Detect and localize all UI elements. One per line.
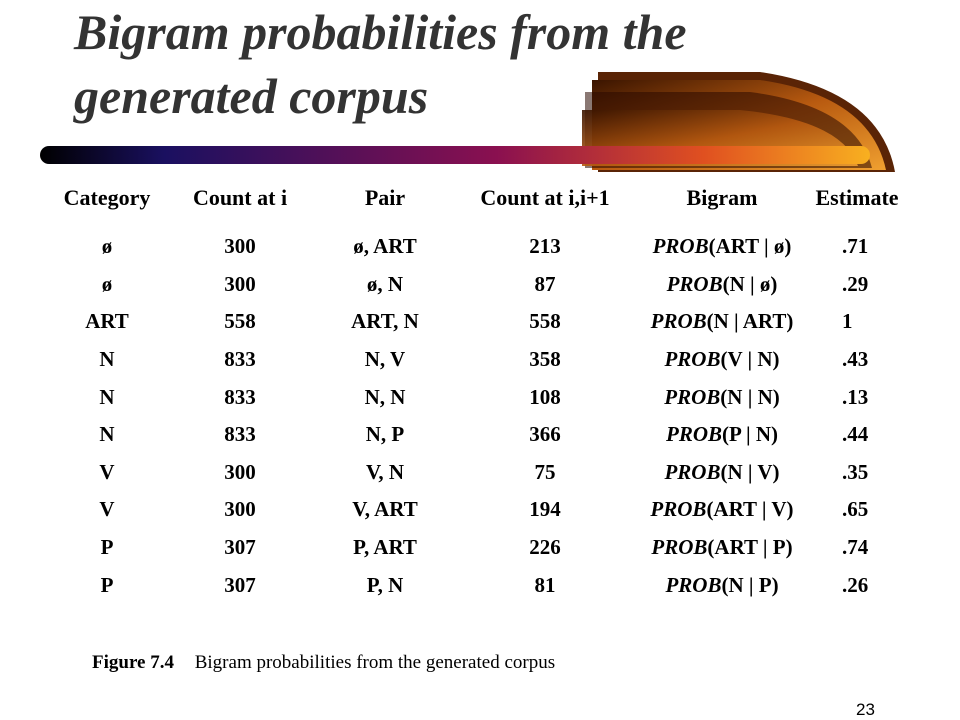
prob-function-name: PROB	[651, 535, 708, 560]
table-row	[48, 454, 904, 492]
cell-estimate: .35	[842, 459, 869, 484]
cell-pair: V, ART	[352, 497, 418, 522]
table-row	[48, 378, 904, 416]
figure-caption-text: Bigram probabilities from the generated corpus	[194, 652, 556, 673]
bigram-arguments: (N | ART)	[706, 309, 794, 334]
slide-title: Bigram probabilities from the generated corpus	[74, 4, 687, 124]
cell-category: N	[99, 384, 115, 409]
cell-category: ø	[101, 234, 113, 259]
cell-count-at-pair: 75	[534, 459, 556, 484]
prob-function-name: PROB	[666, 271, 723, 296]
table-row	[48, 266, 904, 304]
cell-bigram	[634, 566, 810, 604]
bigram-arguments: (N | P)	[721, 572, 779, 597]
bigram-arguments: (P | N)	[722, 422, 778, 447]
cell-bigram	[634, 529, 810, 567]
cell-count-at-i: 833	[224, 422, 256, 447]
cell-pair: V, N	[365, 459, 405, 484]
slide-number: 23	[856, 700, 875, 719]
table-header-row	[48, 180, 904, 228]
cell-category: V	[99, 497, 115, 522]
cell-bigram	[634, 228, 810, 266]
cell-count-at-i: 833	[224, 347, 256, 372]
cell-estimate: .26	[842, 572, 869, 597]
cell-bigram	[634, 303, 810, 341]
cell-estimate: .13	[842, 384, 869, 409]
cell-estimate: .74	[842, 535, 869, 560]
cell-pair: P, ART	[353, 535, 417, 560]
cell-pair: ø, N	[366, 271, 404, 296]
header-bigram: Bigram	[686, 185, 758, 210]
prob-function-name: PROB	[650, 309, 707, 334]
cell-count-at-i: 558	[224, 309, 256, 334]
prob-function-name: PROB	[666, 422, 723, 447]
prob-function-name: PROB	[665, 572, 722, 597]
cell-count-at-pair: 558	[529, 309, 561, 334]
cell-category: P	[100, 572, 114, 597]
cell-count-at-i: 833	[224, 384, 256, 409]
cell-category: N	[99, 347, 115, 372]
cell-estimate: .65	[842, 497, 869, 522]
bigram-arguments: (ART | V)	[706, 497, 794, 522]
prob-function-name: PROB	[650, 497, 707, 522]
cell-count-at-i: 300	[224, 271, 256, 296]
cell-count-at-pair: 108	[529, 384, 561, 409]
cell-bigram	[634, 454, 810, 492]
cell-count-at-i: 307	[224, 572, 256, 597]
prob-function-name: PROB	[652, 234, 709, 259]
cell-category: V	[99, 459, 115, 484]
cell-count-at-i: 300	[224, 459, 256, 484]
table-row	[48, 416, 904, 454]
cell-pair: N, P	[365, 422, 405, 447]
cell-pair: P, N	[366, 572, 404, 597]
cell-estimate: .29	[842, 271, 869, 296]
cell-estimate: .44	[842, 422, 869, 447]
header-estimate: Estimate	[815, 185, 899, 210]
figure-caption	[92, 652, 555, 674]
header-count-at-pair: Count at i,i+1	[480, 185, 610, 210]
figure-label: Figure 7.4	[92, 652, 174, 673]
cell-pair: N, N	[364, 384, 406, 409]
header-category: Category	[63, 185, 151, 210]
bigram-arguments: (N | V)	[720, 459, 780, 484]
cell-category: P	[100, 535, 114, 560]
cell-bigram	[634, 266, 810, 304]
table-row	[48, 491, 904, 529]
cell-count-at-i: 300	[224, 497, 256, 522]
cell-bigram	[634, 378, 810, 416]
table-row	[48, 529, 904, 567]
cell-category: N	[99, 422, 115, 447]
cell-count-at-pair: 366	[529, 422, 561, 447]
cell-estimate: 1	[842, 309, 853, 334]
cell-count-at-pair: 81	[534, 572, 556, 597]
cell-bigram	[634, 341, 810, 379]
cell-count-at-pair: 87	[534, 271, 556, 296]
cell-bigram	[634, 416, 810, 454]
bigram-arguments: (N | N)	[720, 384, 780, 409]
table-row	[48, 303, 904, 341]
prob-function-name: PROB	[664, 459, 721, 484]
header-count-at-i: Count at i	[192, 185, 288, 210]
cell-count-at-pair: 358	[529, 347, 561, 372]
cell-pair: ART, N	[351, 309, 419, 334]
bigram-arguments: (V | N)	[720, 347, 780, 372]
swoosh-bar	[40, 146, 870, 164]
bigram-arguments: (ART | ø)	[708, 234, 792, 259]
table-row	[48, 228, 904, 266]
cell-count-at-i: 307	[224, 535, 256, 560]
cell-category: ø	[101, 271, 113, 296]
cell-bigram	[634, 491, 810, 529]
prob-function-name: PROB	[664, 384, 721, 409]
cell-count-at-pair: 194	[529, 497, 561, 522]
cell-estimate: .71	[842, 234, 869, 259]
cell-count-at-i: 300	[224, 234, 256, 259]
cell-pair: ø, ART	[353, 234, 417, 259]
table-row	[48, 566, 904, 604]
table-row	[48, 341, 904, 379]
prob-function-name: PROB	[664, 347, 721, 372]
bigram-table	[48, 180, 904, 604]
cell-category: ART	[85, 309, 129, 334]
cell-count-at-pair: 226	[529, 535, 561, 560]
cell-count-at-pair: 213	[529, 234, 561, 259]
bigram-arguments: (N | ø)	[722, 271, 778, 296]
bigram-arguments: (ART | P)	[707, 535, 793, 560]
header-pair: Pair	[364, 185, 406, 210]
cell-pair: N, V	[364, 347, 406, 372]
cell-estimate: .43	[842, 347, 869, 372]
